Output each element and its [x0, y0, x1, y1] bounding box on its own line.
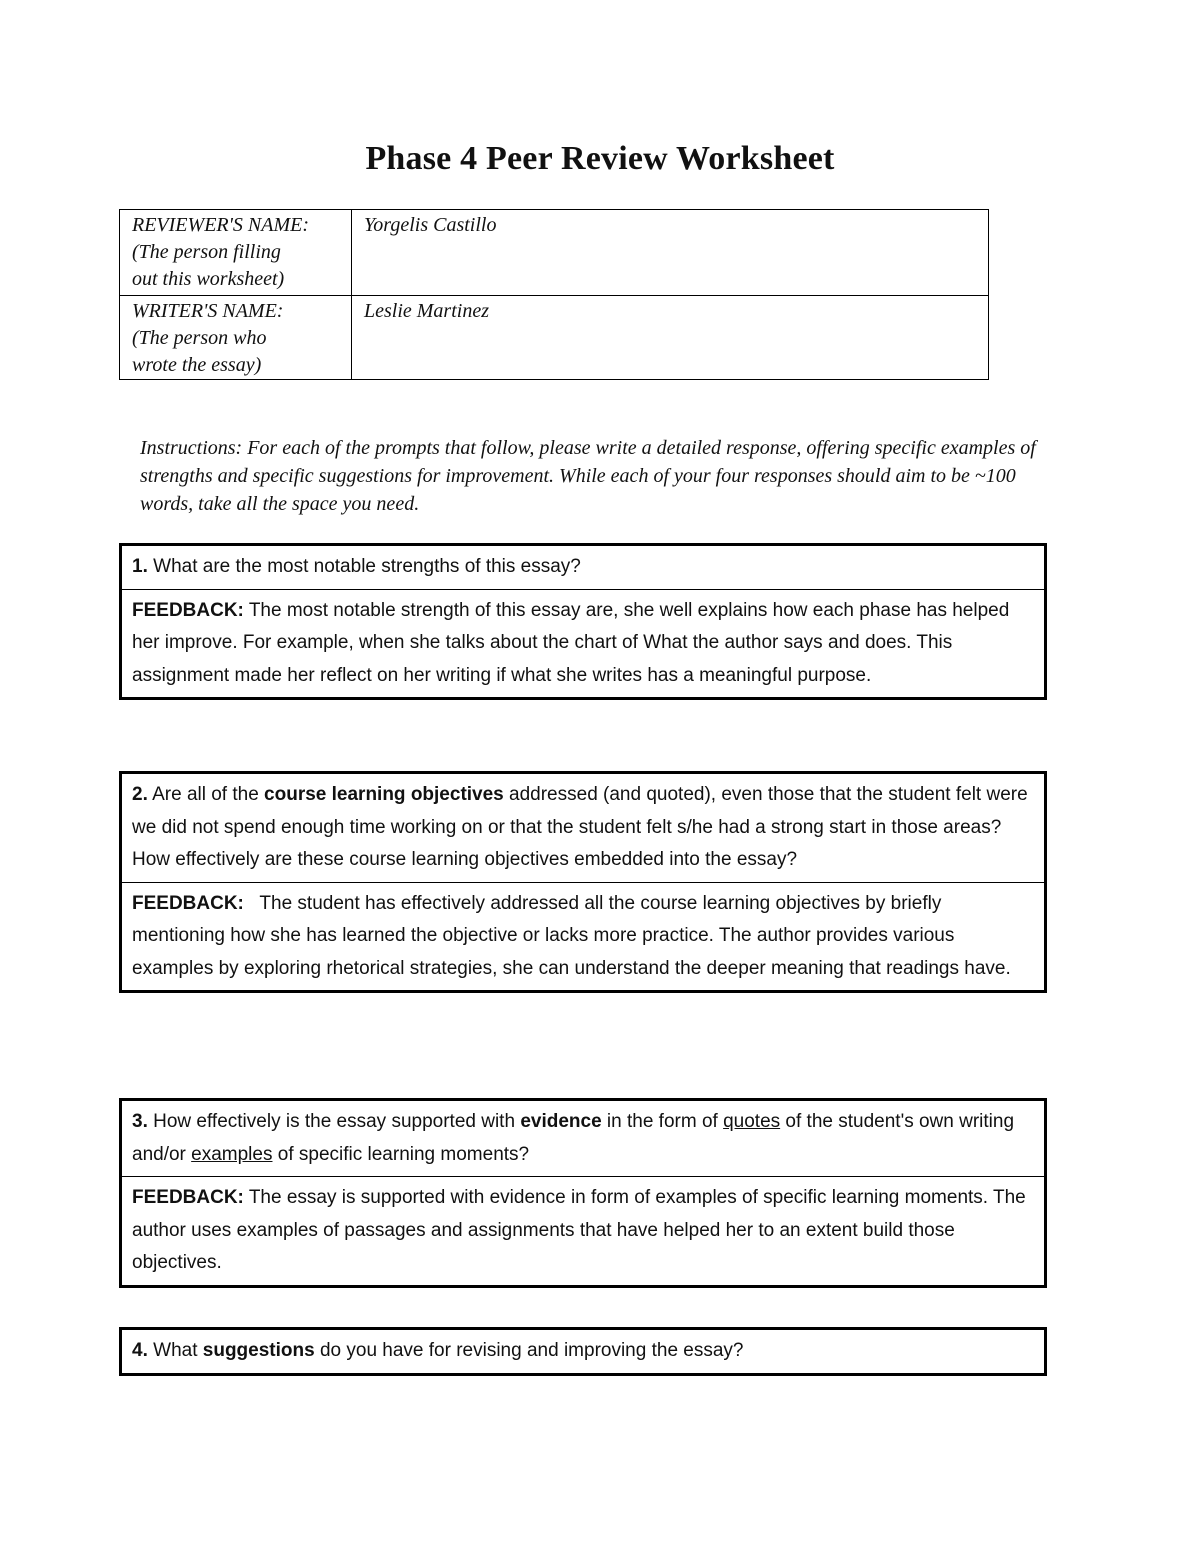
writer-label-hint-2: wrote the essay) [132, 354, 262, 376]
names-table [119, 209, 989, 380]
question-3-feedback[interactable] [122, 1176, 1044, 1285]
writer-label-cell [120, 296, 352, 380]
question-2-box [119, 771, 1047, 993]
writer-label-hint-1: (The person who [132, 327, 267, 349]
reviewer-name-field[interactable]: Yorgelis Castillo [352, 210, 989, 296]
question-number: 3. [132, 1111, 148, 1132]
writer-row [120, 296, 989, 380]
reviewer-row [120, 210, 989, 296]
question-2-feedback[interactable] [122, 882, 1044, 991]
question-4-prompt [122, 1330, 1044, 1373]
feedback-text: The essay is supported with evidence in form of examples of specific learning moments. The author uses examples of passages and assignments that have helped her to an extent build those objectives. [132, 1187, 1026, 1273]
question-text-part: addressed (and quoted), even those that the student felt were we did not spend enough time working on or that the student felt s/he had a strong start in those areas? How effectively are these course learning objectives embedded into the essay? [132, 784, 1028, 870]
question-number: 1. [132, 556, 148, 577]
question-text-part: How effectively is the essay supported with [153, 1111, 516, 1132]
feedback-label: FEEDBACK: [132, 892, 244, 914]
feedback-label: FEEDBACK: [132, 1187, 244, 1208]
question-1-prompt [122, 546, 1044, 589]
question-text-part: of the student's own writing and/or [132, 1111, 1015, 1165]
feedback-text: The student has effectively addressed all the course learning objectives by briefly mentioning how she has learned the objective or lacks more practice. The author provides various examples by exploring rhetorical strategies, she can understand the deeper meaning that readings have. [132, 892, 1011, 979]
question-text-part: What [153, 1340, 198, 1361]
question-text-emphasis: evidence [520, 1111, 602, 1132]
reviewer-label-hint-2: out this worksheet) [132, 268, 285, 290]
writer-name-field[interactable]: Leslie Martinez [352, 296, 989, 380]
question-3-prompt [122, 1101, 1044, 1176]
question-text-underlined: quotes [723, 1111, 781, 1132]
question-text: What are the most notable strengths of this essay? [153, 556, 581, 577]
question-1-feedback[interactable] [122, 589, 1044, 698]
question-text-emphasis: course learning objectives [264, 784, 504, 805]
question-4-box [119, 1327, 1047, 1376]
reviewer-label-hint-1: (The person filling [132, 241, 281, 263]
question-text-part: Are all of the [152, 784, 259, 805]
question-text-part: in the form of [606, 1111, 718, 1132]
question-3-box [119, 1098, 1047, 1288]
question-number: 2. [132, 784, 148, 805]
reviewer-label: REVIEWER'S NAME: [132, 214, 309, 236]
question-text-part: do you have for revising and improving the essay? [319, 1340, 744, 1361]
writer-label: WRITER'S NAME: [132, 300, 284, 322]
question-text-emphasis: suggestions [202, 1340, 315, 1361]
question-number: 4. [132, 1340, 148, 1361]
question-2-prompt [122, 774, 1044, 882]
question-text-underlined: examples [191, 1143, 273, 1165]
page-title: Phase 4 Peer Review Worksheet [365, 140, 835, 177]
instructions-text: Instructions: For each of the prompts that follow, please write a detailed response, offering specific examples of strengths and specific suggestions for improvement. While each of your four responses should aim to be ~100 words, take all the space you need. [140, 437, 1036, 515]
feedback-label: FEEDBACK: [132, 599, 244, 621]
question-1-box [119, 543, 1047, 700]
question-text-part: of specific learning moments? [277, 1143, 530, 1165]
reviewer-label-cell [120, 210, 352, 296]
feedback-text: The most notable strength of this essay are, she well explains how each phase has helped her improve. For example, when she talks about the chart of What the author says and does. This assignment made her reflect on her writing if what she writes has a meaningful purpose. [132, 599, 1010, 686]
